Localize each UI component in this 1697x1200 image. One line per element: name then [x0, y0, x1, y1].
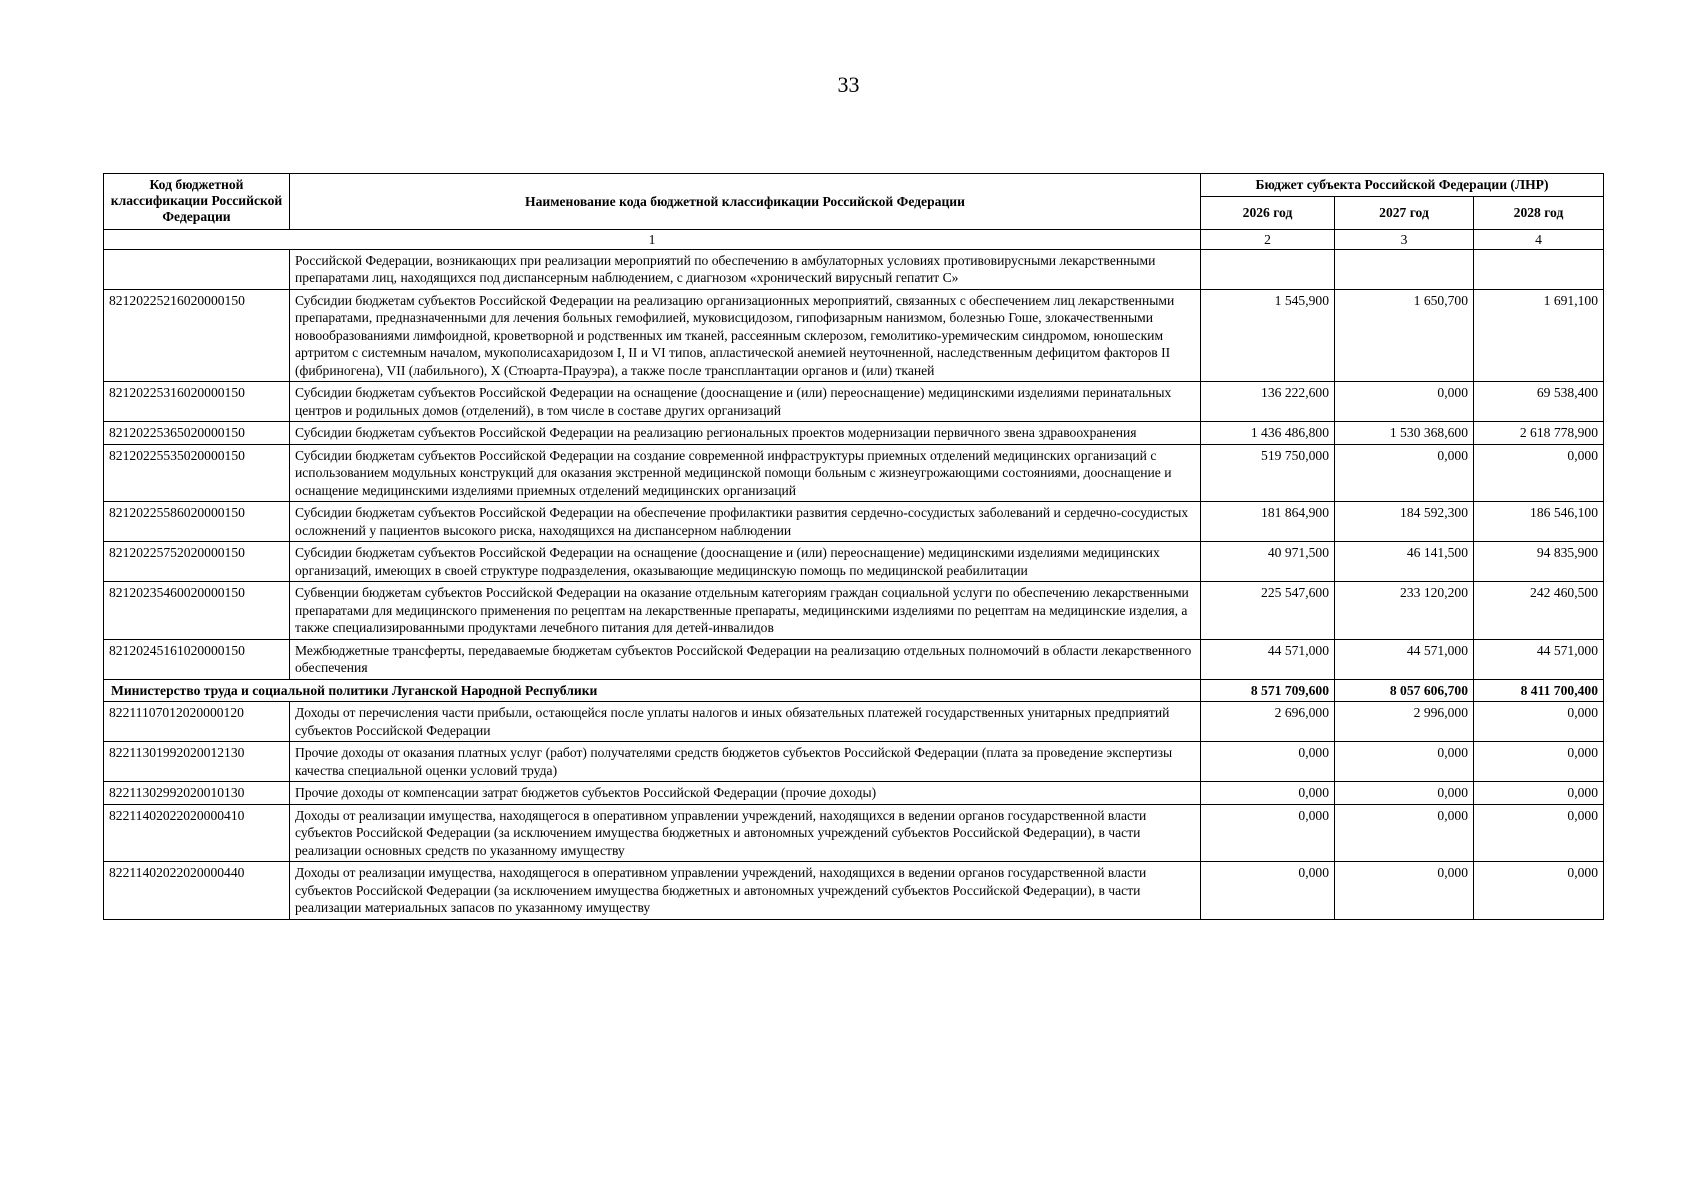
row-name: Субсидии бюджетам субъектов Российской Федерации на оснащение (дооснащение и (или) переоснащение) медицинскими изделиями медицинских организаций, имеющих в своей структуре подразделения, оказывающие медицинскую помощь по медицинской реабилитации: [290, 542, 1201, 582]
column-numbers-row: [104, 229, 1604, 249]
table-row: [104, 289, 1604, 382]
table-row: [104, 782, 1604, 805]
row-value-2027: 46 141,500: [1335, 542, 1474, 582]
row-value-2027: 44 571,000: [1335, 639, 1474, 679]
row-value-2026: 1 545,900: [1201, 289, 1335, 382]
header-year-2028: 2028 год: [1474, 196, 1604, 229]
row-value-2027: [1335, 249, 1474, 289]
table-row: [104, 502, 1604, 542]
section-total-2027: 8 057 606,700: [1335, 679, 1474, 702]
row-code: 82211402022020000410: [104, 804, 290, 862]
column-number: 3: [1335, 229, 1474, 249]
table-row: [104, 542, 1604, 582]
row-code: 82211107012020000120: [104, 702, 290, 742]
table-row: [104, 444, 1604, 502]
section-name: Министерство труда и социальной политики Луганской Народной Республики: [104, 679, 1201, 702]
row-code: 82120235460020000150: [104, 582, 290, 640]
row-value-2027: 0,000: [1335, 804, 1474, 862]
row-value-2028: 0,000: [1474, 444, 1604, 502]
row-code: 82211302992020010130: [104, 782, 290, 805]
row-value-2027: 0,000: [1335, 742, 1474, 782]
table-row: [104, 804, 1604, 862]
row-name: Субсидии бюджетам субъектов Российской Федерации на оснащение (дооснащение и (или) переоснащение) медицинскими изделиями перинатальных центров и родильных домов (отделений), в том числе в составе других организаций: [290, 382, 1201, 422]
row-value-2026: 2 696,000: [1201, 702, 1335, 742]
row-value-2028: 186 546,100: [1474, 502, 1604, 542]
row-value-2026: 0,000: [1201, 782, 1335, 805]
row-value-2026: 225 547,600: [1201, 582, 1335, 640]
row-value-2028: 0,000: [1474, 804, 1604, 862]
row-code: [104, 249, 290, 289]
table-row: [104, 249, 1604, 289]
row-value-2026: 181 864,900: [1201, 502, 1335, 542]
row-code: 82120225535020000150: [104, 444, 290, 502]
row-value-2026: 1 436 486,800: [1201, 422, 1335, 445]
row-value-2026: 44 571,000: [1201, 639, 1335, 679]
section-total-2026: 8 571 709,600: [1201, 679, 1335, 702]
row-value-2028: 0,000: [1474, 742, 1604, 782]
row-value-2026: 40 971,500: [1201, 542, 1335, 582]
header-code: Код бюджетной классификации Российской Федерации: [104, 174, 290, 230]
row-name: Прочие доходы от компенсации затрат бюджетов субъектов Российской Федерации (прочие доходы): [290, 782, 1201, 805]
row-value-2028: [1474, 249, 1604, 289]
table-row: [104, 639, 1604, 679]
row-name: Субсидии бюджетам субъектов Российской Федерации на обеспечение профилактики развития сердечно-сосудистых заболеваний и сердечно-сосудистых осложнений у пациентов высокого риска, находящихся на диспансерном наблюдении: [290, 502, 1201, 542]
header-year-2026: 2026 год: [1201, 196, 1335, 229]
row-value-2028: 0,000: [1474, 702, 1604, 742]
header-budget-group: Бюджет субъекта Российской Федерации (ЛНР): [1201, 174, 1604, 197]
table-row: [104, 742, 1604, 782]
column-number: 1: [104, 229, 1201, 249]
table-row: [104, 382, 1604, 422]
row-code: 82120225316020000150: [104, 382, 290, 422]
header-name: Наименование кода бюджетной классификации Российской Федерации: [290, 174, 1201, 230]
row-code: 82120225586020000150: [104, 502, 290, 542]
row-name: Субсидии бюджетам субъектов Российской Федерации на реализацию региональных проектов модернизации первичного звена здравоохранения: [290, 422, 1201, 445]
column-number: 2: [1201, 229, 1335, 249]
table-row: [104, 422, 1604, 445]
row-code: 82211301992020012130: [104, 742, 290, 782]
row-value-2027: 0,000: [1335, 862, 1474, 920]
row-value-2027: 0,000: [1335, 382, 1474, 422]
row-value-2027: 233 120,200: [1335, 582, 1474, 640]
row-code: 82120225752020000150: [104, 542, 290, 582]
row-name: Субсидии бюджетам субъектов Российской Федерации на реализацию организационных мероприятий, связанных с обеспечением лиц лекарственными препаратами, предназначенными для лечения больных гемофилией, муковисцидозом, гипофизарным нанизмом, болезнью Гоше, злокачественными новообразованиями лимфоидной, кроветворной и родственных им тканей, рассеянным склерозом, гемолитико-уремическим синдромом, юношеским артритом с системным началом, мукополисахаридозом I, II и VI типов, апластической анемией неуточненной, наследственным дефицитом факторов II (фибриногена), VII (лабильного), X (Стюарта-Прауэра), а также после трансплантации органов и (или) тканей: [290, 289, 1201, 382]
row-value-2028: 0,000: [1474, 782, 1604, 805]
row-value-2026: 0,000: [1201, 804, 1335, 862]
row-value-2026: 0,000: [1201, 742, 1335, 782]
row-name: Российской Федерации, возникающих при реализации мероприятий по обеспечению в амбулаторных условиях противовирусными лекарственными препаратами лиц, находящихся под диспансерным наблюдением, с диагнозом «хронический вирусный гепатит C»: [290, 249, 1201, 289]
row-value-2026: 0,000: [1201, 862, 1335, 920]
row-name: Субвенции бюджетам субъектов Российской Федерации на оказание отдельным категориям граждан социальной услуги по обеспечению лекарственными препаратами для медицинского применения по рецептам на лекарственные препараты, медицинскими изделиями по рецептам на медицинские изделия, а также специализированными продуктами лечебного питания для детей-инвалидов: [290, 582, 1201, 640]
row-value-2027: 1 530 368,600: [1335, 422, 1474, 445]
row-value-2026: 519 750,000: [1201, 444, 1335, 502]
row-value-2027: 184 592,300: [1335, 502, 1474, 542]
row-value-2027: 1 650,700: [1335, 289, 1474, 382]
page-number: 33: [837, 72, 860, 97]
row-code: 82211402022020000440: [104, 862, 290, 920]
row-value-2028: 69 538,400: [1474, 382, 1604, 422]
row-name: Доходы от реализации имущества, находящегося в оперативном управлении учреждений, находящихся в ведении органов государственной власти субъектов Российской Федерации (за исключением имущества бюджетных и автономных учреждений субъектов Российской Федерации), в части реализации материальных запасов по указанному имуществу: [290, 862, 1201, 920]
row-value-2028: 2 618 778,900: [1474, 422, 1604, 445]
row-code: 82120225365020000150: [104, 422, 290, 445]
row-value-2028: 1 691,100: [1474, 289, 1604, 382]
row-value-2027: 2 996,000: [1335, 702, 1474, 742]
row-value-2028: 0,000: [1474, 862, 1604, 920]
row-value-2027: 0,000: [1335, 782, 1474, 805]
section-row: [104, 679, 1604, 702]
row-name: Прочие доходы от оказания платных услуг (работ) получателями средств бюджетов субъектов Российской Федерации (плата за проведение экспертизы качества специальной оценки условий труда): [290, 742, 1201, 782]
budget-table: [103, 173, 1604, 920]
row-code: 82120245161020000150: [104, 639, 290, 679]
header-year-2027: 2027 год: [1335, 196, 1474, 229]
row-value-2028: 44 571,000: [1474, 639, 1604, 679]
row-value-2028: 242 460,500: [1474, 582, 1604, 640]
table-row: [104, 582, 1604, 640]
row-value-2026: 136 222,600: [1201, 382, 1335, 422]
row-code: 82120225216020000150: [104, 289, 290, 382]
column-number: 4: [1474, 229, 1604, 249]
section-total-2028: 8 411 700,400: [1474, 679, 1604, 702]
table-row: [104, 862, 1604, 920]
table-row: [104, 702, 1604, 742]
row-name: Межбюджетные трансферты, передаваемые бюджетам субъектов Российской Федерации на реализацию отдельных полномочий в области лекарственного обеспечения: [290, 639, 1201, 679]
row-value-2028: 94 835,900: [1474, 542, 1604, 582]
row-name: Субсидии бюджетам субъектов Российской Федерации на создание современной инфраструктуры приемных отделений медицинских организаций с использованием модульных конструкций для оказания экстренной медицинской помощи больным с жизнеугрожающими состояниями, дооснащение и оснащение медицинскими изделиями приемных отделений медицинских организаций: [290, 444, 1201, 502]
row-value-2027: 0,000: [1335, 444, 1474, 502]
row-name: Доходы от перечисления части прибыли, остающейся после уплаты налогов и иных обязательных платежей государственных унитарных предприятий субъектов Российской Федерации: [290, 702, 1201, 742]
row-name: Доходы от реализации имущества, находящегося в оперативном управлении учреждений, находящихся в ведении органов государственной власти субъектов Российской Федерации (за исключением имущества бюджетных и автономных учреждений субъектов Российской Федерации), в части реализации основных средств по указанному имуществу: [290, 804, 1201, 862]
row-value-2026: [1201, 249, 1335, 289]
